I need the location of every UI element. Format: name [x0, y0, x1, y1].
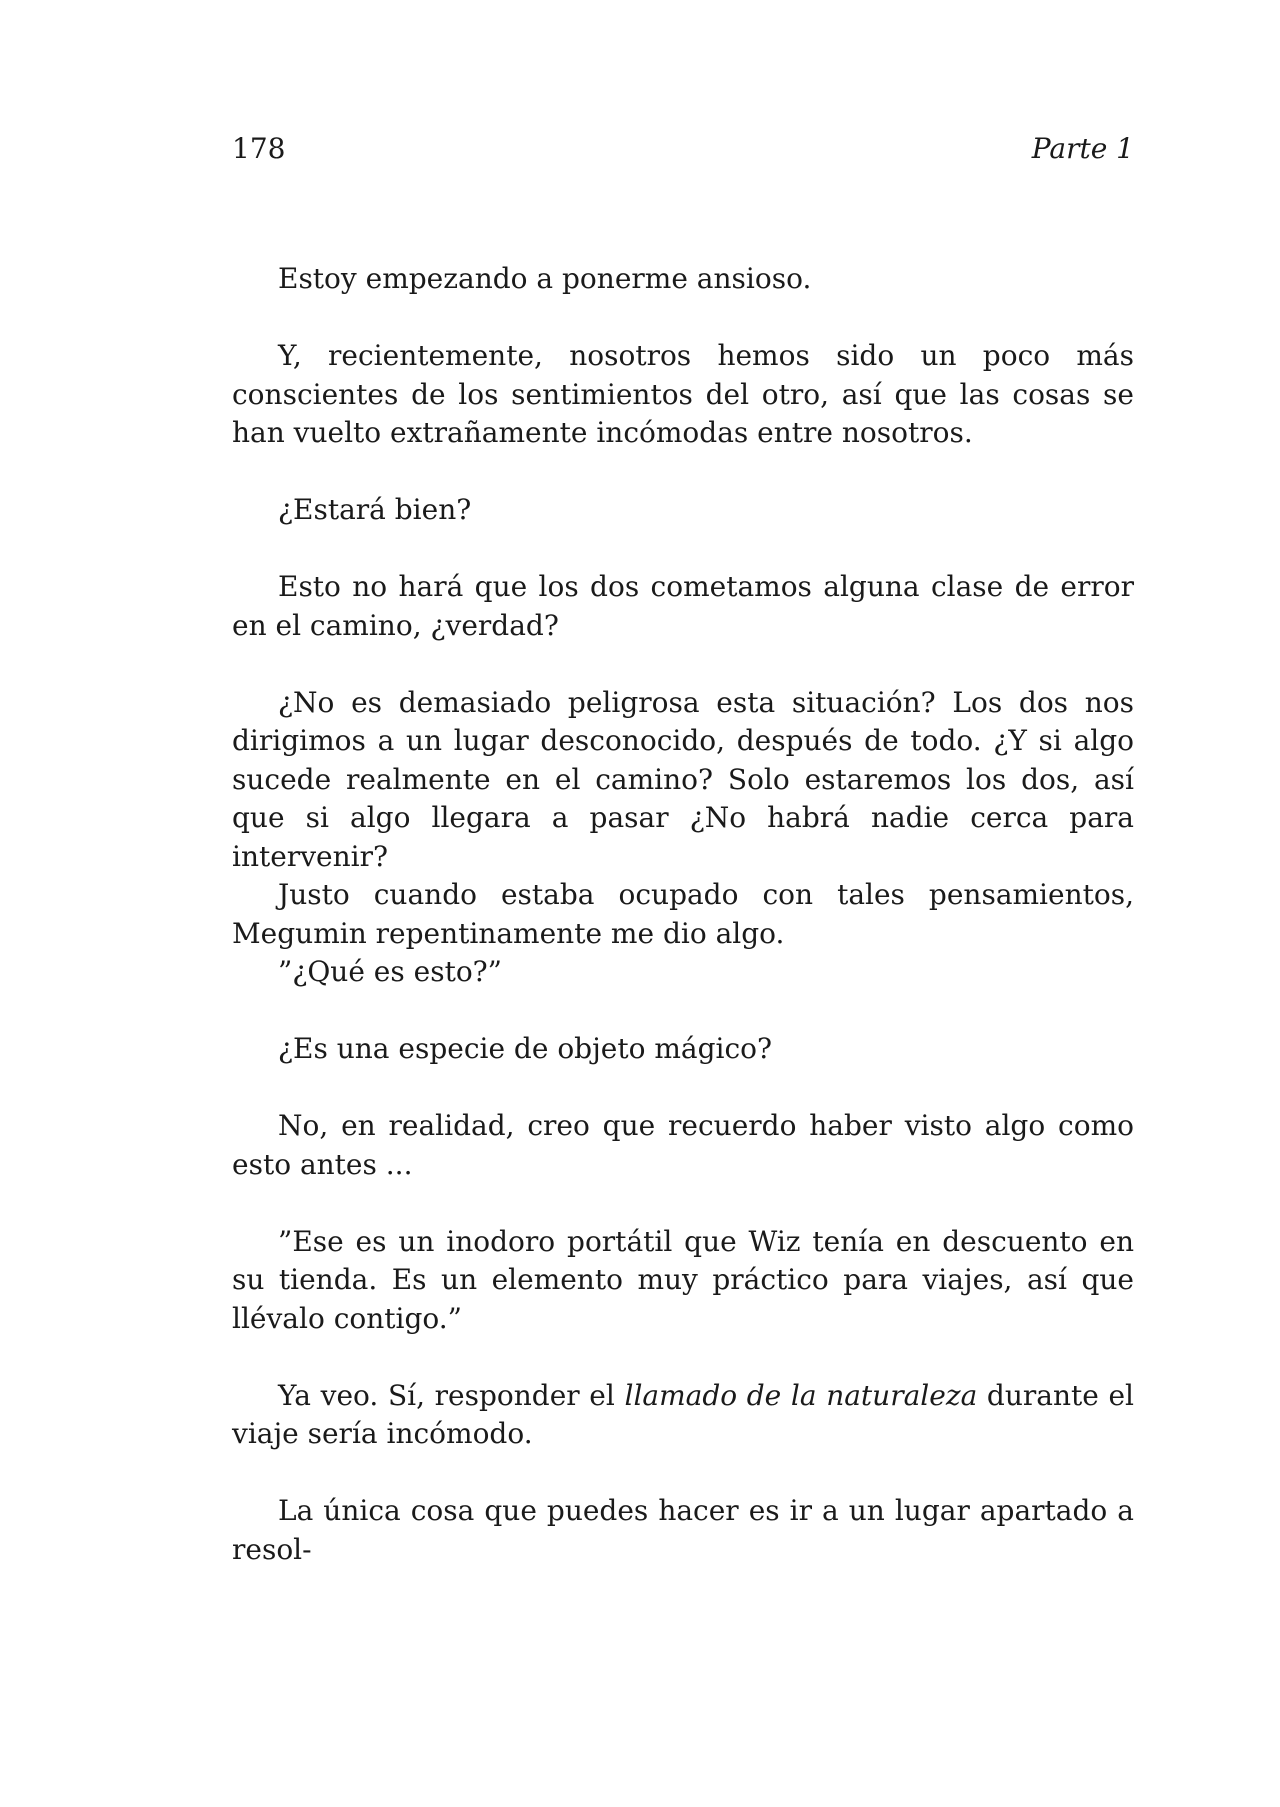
dialogue-paragraph: ”Ese es un inodoro portátil que Wiz tenía en descuento en su tienda. Es un elemento muy práctico para viajes, así que llévalo contigo.”	[232, 1224, 1134, 1335]
running-head: Parte 1	[1031, 132, 1134, 165]
paragraph: Estoy empezando a ponerme ansioso.	[278, 262, 812, 295]
paragraph: ¿Es una especie de objeto mágico?	[278, 1032, 773, 1065]
paragraph: Y, recientemente, nosotros hemos sido un poco más conscientes de los sentimientos del otro, así que las cosas se han vuelto extrañamente incómodas entre nosotros.	[232, 339, 1134, 449]
page-header	[232, 132, 1134, 172]
body-text	[232, 260, 1134, 1569]
paragraph-text: Ya veo. Sí, responder el	[278, 1378, 625, 1412]
paragraph-with-emphasis	[232, 1377, 1134, 1454]
paragraph: No, en realidad, creo que recuerdo haber visto algo como esto antes ...	[232, 1109, 1134, 1181]
paragraph: ¿No es demasiado peligrosa esta situación? Los dos nos dirigimos a un lugar desconocido, después de todo. ¿Y si algo sucede realmente en el camino? Solo estaremos los dos, así que si algo llegara a pasar ¿No habrá nadie cerca para intervenir?	[232, 685, 1134, 873]
paragraph: La única cosa que puedes hacer es ir a un lugar apartado a resol-	[232, 1494, 1134, 1566]
paragraph: ¿Estará bien?	[278, 493, 472, 526]
paragraph: Esto no hará que los dos cometamos alguna clase de error en el camino, ¿verdad?	[232, 570, 1134, 642]
page-number: 178	[232, 132, 286, 165]
paragraph-text: durante el viaje sería incómodo.	[232, 1378, 1134, 1450]
emphasis-text: llamado de la naturaleza	[624, 1378, 978, 1412]
paragraph: Justo cuando estaba ocupado con tales pensamientos, Megumin repentinamente me dio algo.	[232, 878, 1134, 950]
dialogue-paragraph: ”¿Qué es esto?”	[278, 955, 502, 988]
